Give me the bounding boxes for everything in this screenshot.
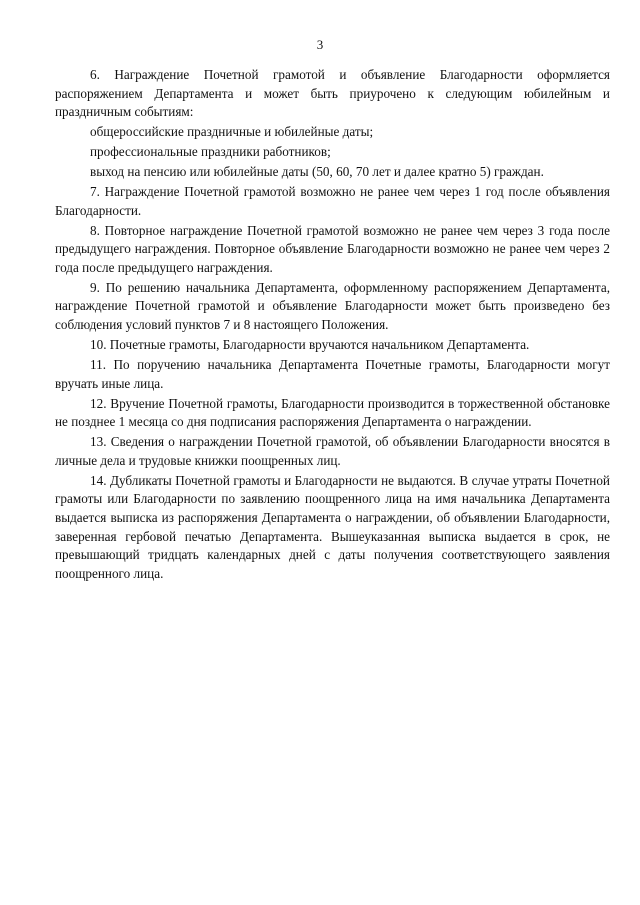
paragraph-6-item-retirement-anniversaries: выход на пенсию или юбилейные даты (50, 60, 70 лет и далее кратно 5) граждан.	[90, 164, 544, 180]
page-number: 3	[316, 37, 324, 52]
paragraph-11: 11. По поручению начальника Департамента Почетные грамоты, Благодарности могут вручать иные лица.	[55, 357, 610, 391]
paragraph-10: 10. Почетные грамоты, Благодарности вручаются начальником Департамента.	[90, 337, 530, 353]
paragraph-12: 12. Вручение Почетной грамоты, Благодарности производится в торжественной обстановке не позднее 1 месяца со дня подписания распоряжения Департамента о награждении.	[55, 395, 610, 430]
paragraph-14: 14. Дубликаты Почетной грамоты и Благодарности не выдаются. В случае утраты Почетной грамоты или Благодарности по заявлению поощренного лица на имя начальника Департамента выдается выписка из распоряжения Департамента о награждении, об объявлении Благодарности, заверенная гербовой печатью Департамента. Вышеуказанная выписка выдается в срок, не превышающий тридцать календарных дней с даты получения соответствующего заявления поощренного лица.	[55, 472, 610, 581]
document-body	[55, 66, 610, 585]
paragraph-8: 8. Повторное награждение Почетной грамотой возможно не ранее чем через 3 года после предыдущего награждения. Повторное объявление Благодарности возможно не ранее чем через 2 года после предыдущего награждения.	[55, 222, 610, 275]
paragraph-6-item-national-dates: общероссийские праздничные и юбилейные даты;	[90, 124, 374, 140]
paragraph-13: 13. Сведения о награждении Почетной грамотой, об объявлении Благодарности вносятся в личные дела и трудовые книжки поощренных лиц.	[55, 434, 610, 468]
paragraph-7: 7. Награждение Почетной грамотой возможно не ранее чем через 1 год после объявления Благодарности.	[55, 184, 610, 218]
paragraph-6-item-professional-holidays: профессиональные праздники работников;	[90, 144, 331, 160]
paragraph-6: 6. Награждение Почетной грамотой и объявление Благодарности оформляется распоряжением Департамента и может быть приурочено к следующим юбилейным и праздничным событиям:	[55, 67, 610, 120]
paragraph-9: 9. По решению начальника Департамента, оформленному распоряжением Департамента, награждение Почетной грамотой и объявление Благодарности может быть произведено без соблюдения условий пунктов 7 и 8 настоящего Положения.	[55, 279, 610, 333]
